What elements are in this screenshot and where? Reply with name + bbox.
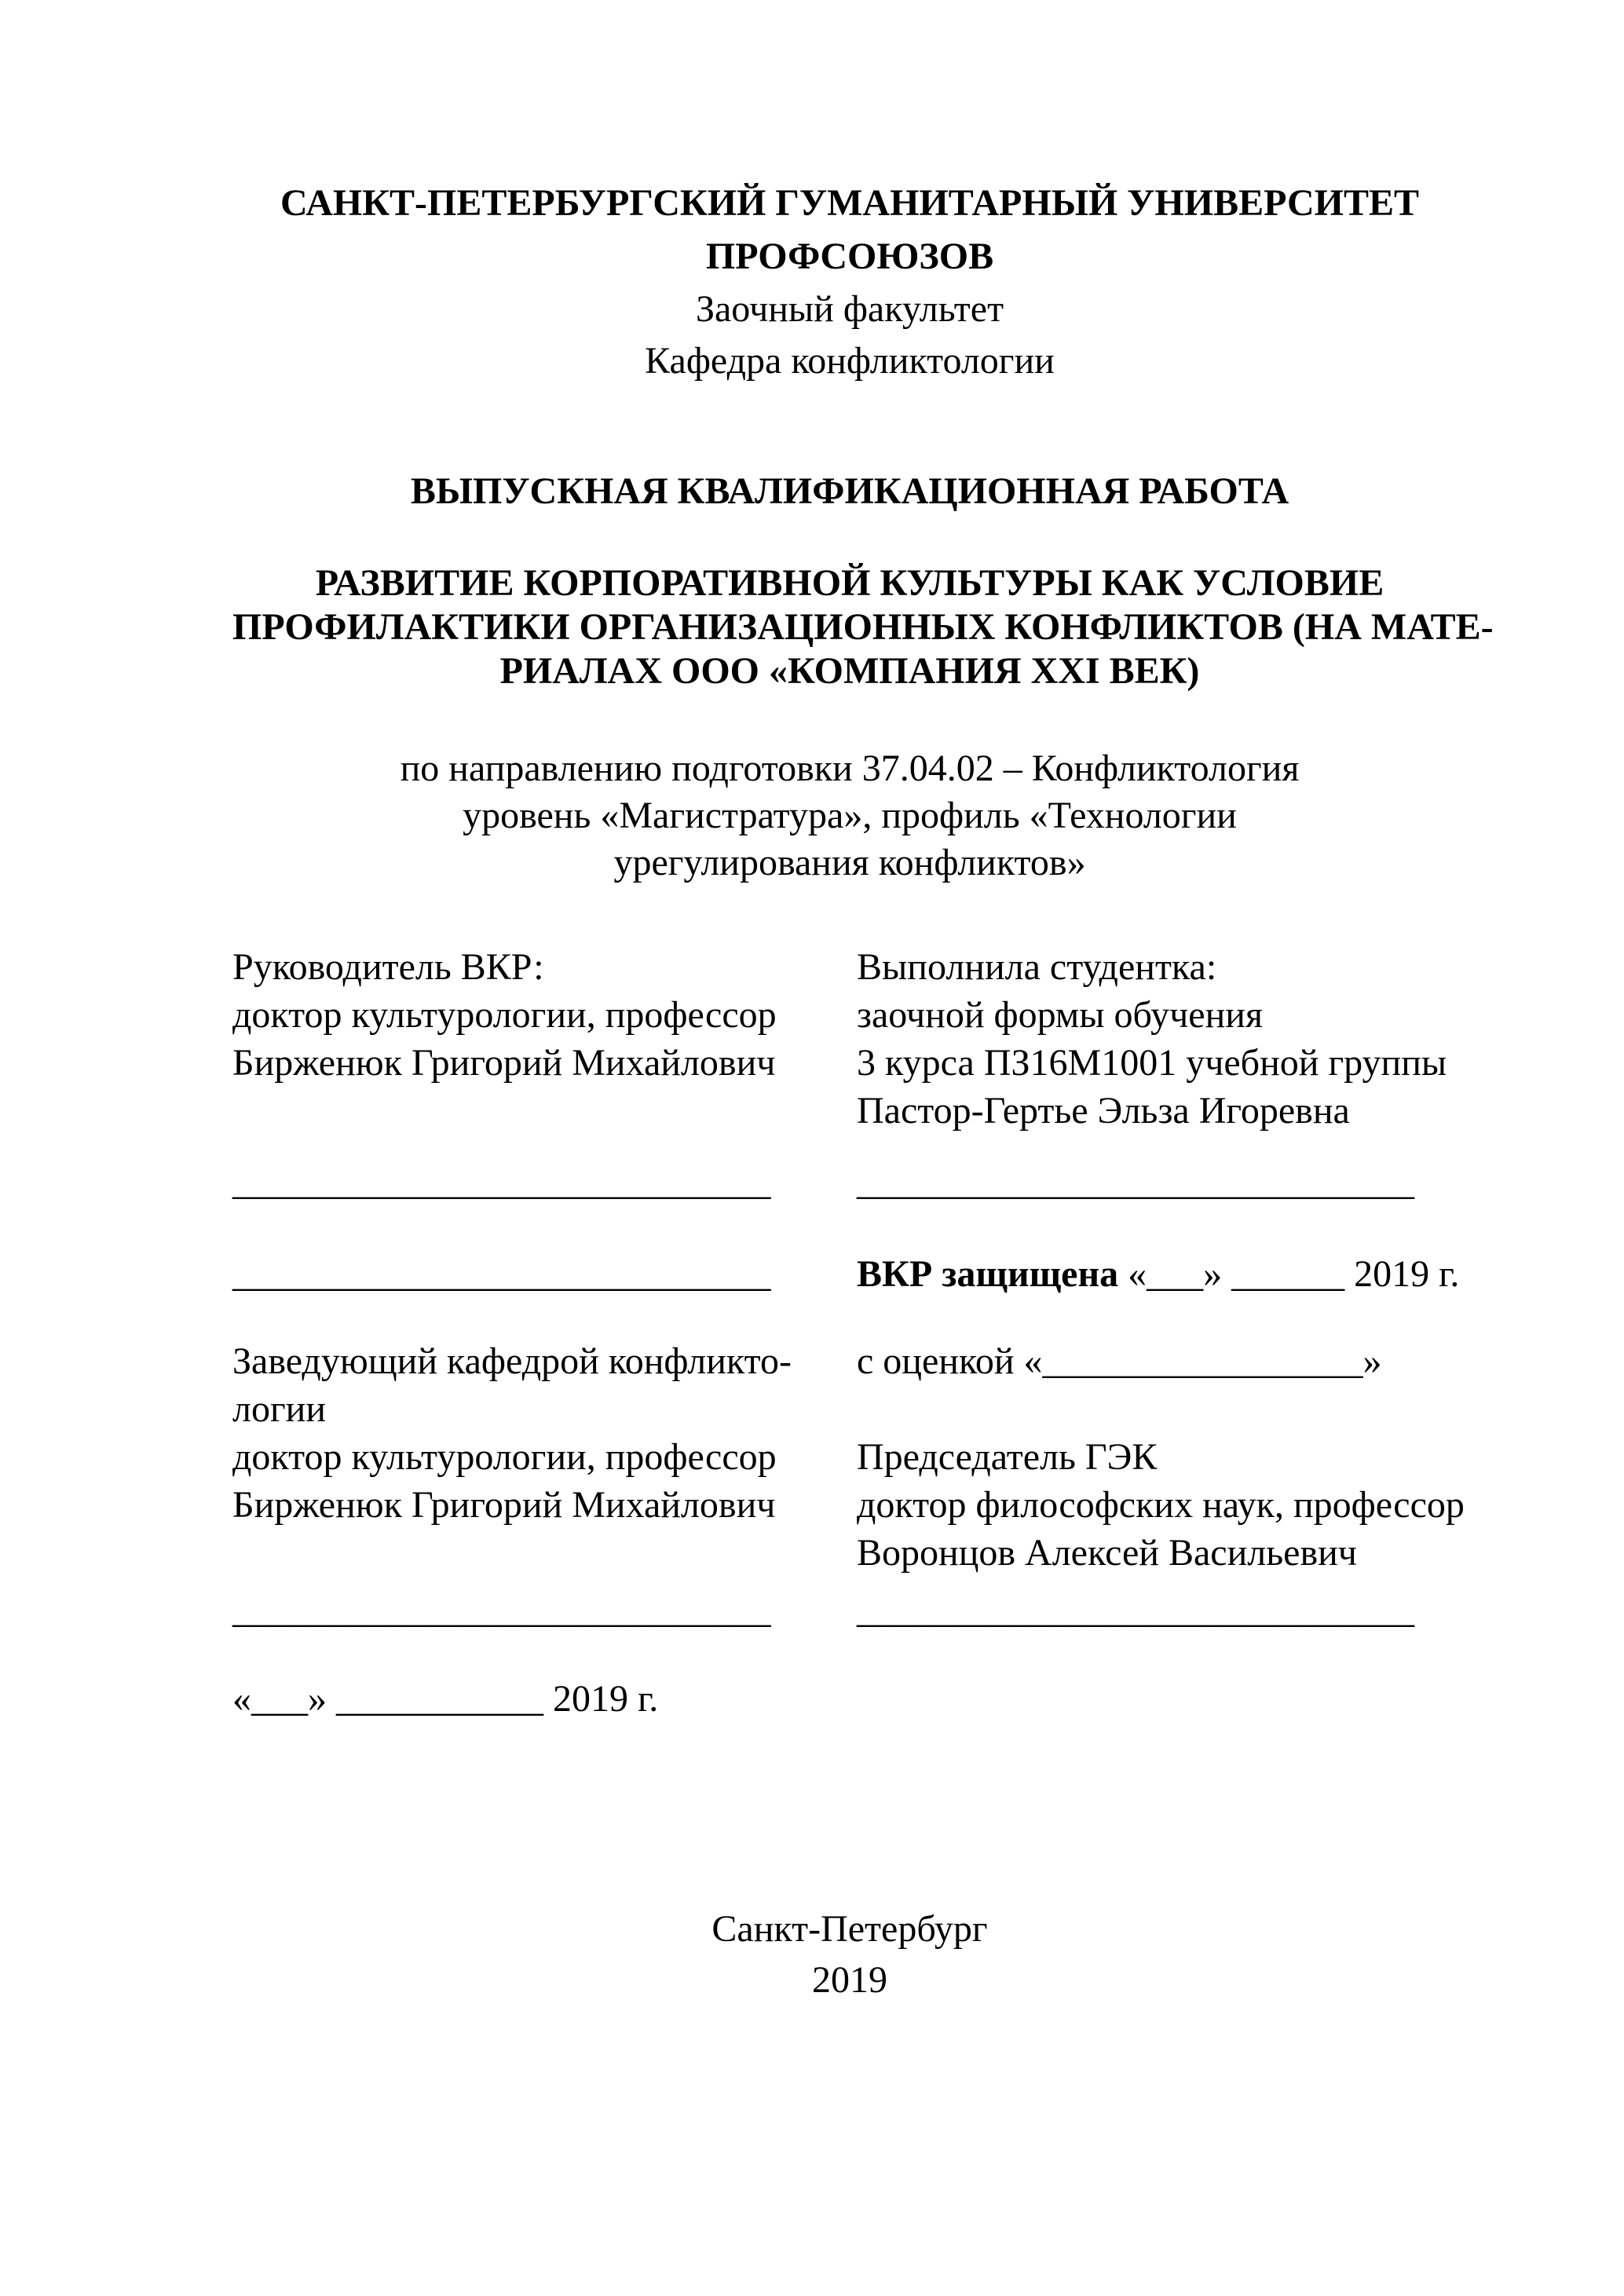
supervisor-name: Бирженюк Григорий Михайлович <box>232 1042 776 1084</box>
department-head-label-line2: логии <box>232 1388 327 1430</box>
program-info <box>232 745 1467 887</box>
student-form: заочной формы обучения <box>857 994 1264 1036</box>
university-name-line1: САНКТ-ПЕТЕРБУРГСКИЙ ГУМАНИТАРНЫЙ УНИВЕРСИТЕТ <box>280 182 1420 224</box>
chairman-name: Воронцов Алексей Васильевич <box>857 1532 1357 1574</box>
spacer-line <box>857 1385 1467 1433</box>
student-label: Выполнила студентка: <box>857 946 1217 988</box>
row-head-and-grade <box>232 1337 1467 1577</box>
date-blank-line: «___» ___________ 2019 г. <box>232 1678 659 1720</box>
year-label: 2019 <box>812 1959 887 2001</box>
supervisor-degree: доктор культурологии, профессор <box>232 994 777 1036</box>
row-date <box>232 1675 1467 1723</box>
grade-and-chairman-block <box>857 1337 1467 1577</box>
row-signature-1 <box>232 1158 1467 1206</box>
thesis-title <box>232 561 1494 693</box>
row-signature-2 <box>232 1586 1467 1634</box>
program-level-line2: урегулирования конфликтов» <box>613 842 1086 883</box>
department-head-block <box>232 1337 794 1529</box>
student-block <box>857 943 1467 1135</box>
student-group: 3 курса ПЗ16М1001 учебной группы <box>857 1042 1447 1084</box>
supervisor-block <box>232 943 794 1087</box>
university-name-line2: ПРОФСОЮЗОВ <box>705 236 994 277</box>
faculty-name: Заочный факультет <box>695 288 1004 330</box>
top-heading-block <box>232 177 1494 887</box>
thesis-title-line1: РАЗВИТИЕ КОРПОРАТИВНОЙ КУЛЬТУРЫ КАК УСЛОВИЕ <box>315 562 1384 604</box>
student-name: Пастор-Гертье Эльза Игоревна <box>857 1090 1350 1132</box>
signature-columns <box>232 943 1467 1723</box>
city-label: Санкт-Петербург <box>711 1908 988 1950</box>
row-people-top <box>232 943 1467 1135</box>
vkr-defended-date-blank: «___» ______ 2019 г. <box>1118 1253 1460 1295</box>
department-head-name: Бирженюк Григорий Михайлович <box>232 1484 776 1526</box>
program-direction: по направлению подготовки 37.04.02 – Конфликтология <box>400 748 1300 789</box>
supervisor-signature-line-2: ____________________________ <box>232 1253 771 1295</box>
vkr-defended-label: ВКР защищена <box>857 1253 1119 1295</box>
department-head-degree: доктор культурологии, профессор <box>232 1436 777 1478</box>
chairman-degree: доктор философских наук, профессор <box>857 1484 1465 1526</box>
program-level-line1: уровень «Магистратура», профиль «Технологии <box>463 795 1237 836</box>
student-signature-line: _____________________________ <box>857 1161 1415 1203</box>
thesis-title-line3: РИАЛАХ ООО «КОМПАНИЯ XXI ВЕК) <box>499 650 1200 692</box>
department-head-signature-line: ____________________________ <box>232 1589 771 1631</box>
university-name <box>232 177 1467 283</box>
row-defended <box>232 1250 1467 1298</box>
vkr-defended-line <box>857 1250 1467 1298</box>
chairman-signature-line: _____________________________ <box>857 1589 1415 1631</box>
supervisor-signature-line: ____________________________ <box>232 1161 771 1203</box>
supervisor-label: Руководитель ВКР: <box>232 946 544 988</box>
department-name: Кафедра конфликтологии <box>645 340 1055 382</box>
department-head-label-line1: Заведующий кафедрой конфликто- <box>232 1340 792 1382</box>
grade-line: с оценкой «_________________» <box>857 1340 1382 1382</box>
work-type-heading: ВЫПУСКНАЯ КВАЛИФИКАЦИОННАЯ РАБОТА <box>410 470 1289 512</box>
footer-block <box>232 1903 1467 2005</box>
thesis-title-line2: ПРОФИЛАКТИКИ ОРГАНИЗАЦИОННЫХ КОНФЛИКТОВ (НА МАТЕ- <box>232 606 1494 648</box>
chairman-label: Председатель ГЭК <box>857 1436 1158 1478</box>
